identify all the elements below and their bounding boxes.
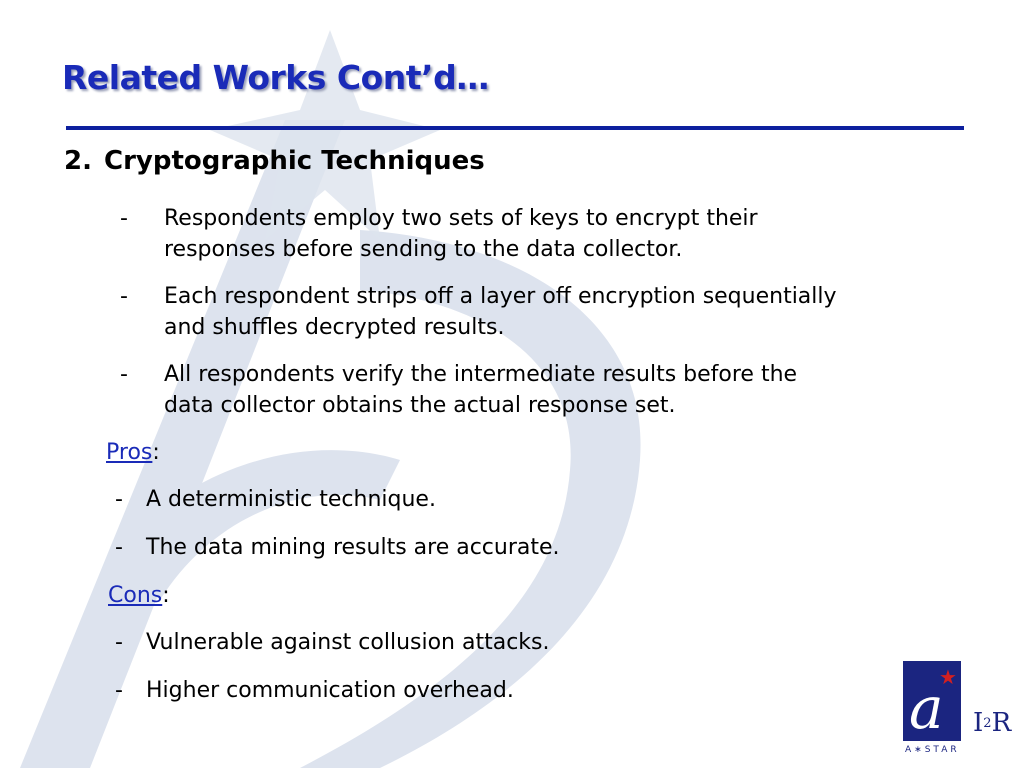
list-item-line: Respondents employ two sets of keys to encrypt their <box>164 206 758 231</box>
logo-a-mark: a <box>909 674 944 742</box>
list-item-line: A deterministic technique. <box>146 487 436 512</box>
list-item <box>108 627 550 658</box>
pros-label <box>106 437 160 468</box>
logo-i: I <box>973 708 984 738</box>
section-number: 2. <box>64 146 92 176</box>
list-item <box>108 532 560 563</box>
slide-title: Related Works Cont’d… <box>62 58 489 97</box>
bullet-dash: - <box>115 678 123 703</box>
logo-mark-box <box>903 661 961 741</box>
list-item <box>108 484 436 515</box>
star-icon: ★ <box>939 665 957 689</box>
bullet-dash: - <box>120 284 128 309</box>
bullet-dash: - <box>115 535 123 560</box>
list-item-line: data collector obtains the actual response set. <box>164 393 676 418</box>
title-divider <box>66 126 964 130</box>
bullet-dash: - <box>120 362 128 387</box>
list-item-line: Each respondent strips off a layer off encryption sequentially <box>164 284 837 309</box>
pros-colon: : <box>152 440 160 465</box>
cons-link[interactable]: Cons <box>108 583 163 608</box>
section-heading <box>64 146 485 176</box>
pros-link[interactable]: Pros <box>106 440 153 465</box>
bullet-dash: - <box>115 487 123 512</box>
list-item-line: and shuffles decrypted results. <box>164 315 505 340</box>
list-item-line: responses before sending to the data collector. <box>164 237 683 262</box>
list-item-line: Higher communication overhead. <box>146 678 514 703</box>
list-item-line: The data mining results are accurate. <box>146 535 560 560</box>
list-item <box>112 203 758 265</box>
logo-astar-text: A∗STAR <box>905 745 960 755</box>
astar-i2r-logo <box>903 661 1013 761</box>
cons-colon: : <box>162 583 170 608</box>
cons-label <box>108 580 170 611</box>
logo-r: R <box>991 708 1012 738</box>
list-item-line: Vulnerable against collusion attacks. <box>146 630 550 655</box>
list-item <box>112 281 837 343</box>
logo-i2r-text <box>973 709 1011 737</box>
list-item <box>112 359 797 421</box>
section-title: Cryptographic Techniques <box>104 146 485 176</box>
list-item <box>108 675 514 706</box>
bullet-dash: - <box>115 630 123 655</box>
bullet-dash: - <box>120 206 128 231</box>
list-item-line: All respondents verify the intermediate results before the <box>164 362 798 387</box>
logo-superscript: 2 <box>983 716 992 731</box>
